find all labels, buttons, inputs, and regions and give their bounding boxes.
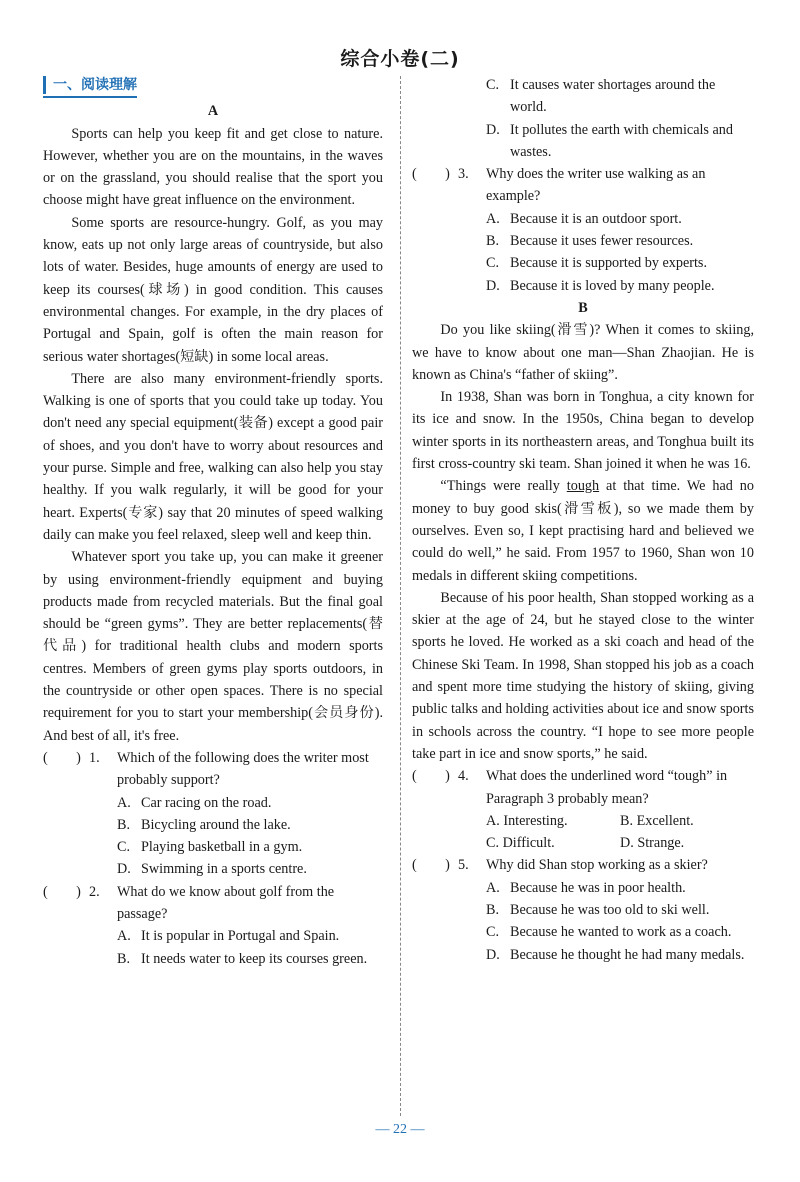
- option-d: [43, 858, 383, 880]
- option-b: [412, 230, 754, 252]
- options-row-ab: [412, 810, 754, 832]
- option-letter: C.: [486, 77, 500, 93]
- paragraph-text: “Things were really: [440, 478, 567, 495]
- answer-blank[interactable]: ( ): [43, 749, 81, 766]
- options-row-cd: [412, 832, 754, 854]
- option-text: Excellent.: [636, 812, 694, 829]
- option-b: [43, 814, 383, 836]
- option-letter: B.: [117, 816, 131, 833]
- option-letter: C.: [117, 839, 131, 856]
- question-5: [412, 854, 754, 876]
- option-text: Interesting.: [503, 812, 568, 829]
- option-c: [43, 836, 383, 858]
- option-a: [412, 208, 754, 230]
- question-stem: What do we know about golf from the passage?: [117, 883, 335, 922]
- question-number: 3.: [458, 166, 469, 183]
- option-text: It needs water to keep its courses green.: [141, 950, 368, 967]
- option-letter: A.: [117, 794, 131, 811]
- option-text: Strange.: [637, 835, 685, 852]
- answer-blank[interactable]: ( ): [43, 883, 81, 900]
- left-column: [43, 74, 383, 970]
- option-text: Because it is an outdoor sport.: [510, 210, 682, 227]
- option-letter: A.: [486, 812, 500, 829]
- option-d: [412, 119, 754, 164]
- question-4: [412, 765, 754, 810]
- option-b: [620, 810, 754, 832]
- option-c: [412, 252, 754, 274]
- question-stem: What does the underlined word “tough” in Paragraph 3 probably mean?: [486, 768, 728, 807]
- page-number: — 22 —: [375, 1122, 425, 1137]
- option-text: It is popular in Portugal and Spain.: [141, 928, 340, 945]
- option-letter: C.: [486, 255, 500, 272]
- question-number: 2.: [89, 883, 100, 900]
- option-c: [412, 74, 754, 119]
- section-heading: 一、阅读理解: [43, 74, 137, 98]
- option-letter: D.: [486, 121, 500, 138]
- option-c: [412, 921, 754, 943]
- option-letter: A.: [486, 879, 500, 896]
- option-letter: D.: [620, 835, 634, 852]
- option-text: Because he thought he had many medals.: [510, 946, 745, 963]
- passage-a-paragraph-1: Sports can help you keep fit and get close to nature. However, whether you are on the mountains, in the waves or on the grassland, you should realise that the sport you choose might have great influence on the environment.: [43, 125, 383, 209]
- option-d: [620, 832, 754, 854]
- option-letter: B.: [486, 901, 500, 918]
- option-letter: D.: [486, 277, 500, 294]
- right-column: [412, 74, 754, 966]
- option-text: It causes water shortages around the world.: [510, 77, 716, 116]
- option-text: It pollutes the earth with chemicals and wastes.: [510, 121, 733, 160]
- passage-b-paragraph-4: Because of his poor health, Shan stopped working as a skier at the age of 24, but he stayed close to the winter sports he loved. He worked as a ski coach and head of the Chinese Ski Team. In 1998, Shan stopped his job as a coach and spent more time studying the history of skiing, giving public talks and holding activities about ice and snow sports in schools across the country. “I hope to see more people take part in ice and snow sports,” he said.: [412, 589, 754, 762]
- passage-b-paragraph-1: Do you like skiing(滑雪)? When it comes to skiing, we have to know about one man—Shan Zhaojian. He is known as China's “father of skiing”.: [412, 322, 754, 383]
- option-b: [412, 899, 754, 921]
- option-text: Because he was too old to ski well.: [510, 901, 710, 918]
- question-stem: Why does the writer use walking as an example?: [486, 166, 706, 205]
- option-text: Because he wanted to work as a coach.: [510, 924, 732, 941]
- passage-a-paragraph-2: Some sports are resource-hungry. Golf, as you may know, eats up not only large areas of countryside, but also lots of water. Besides, huge amounts of energy are used to keep its courses(球场) in good condition. This causes environmental changes. For example, in the dry places of Portugal and Spain, golf is often the main reason for serious water shortages(短缺) in some local areas.: [43, 214, 383, 365]
- passage-a-label: A: [207, 103, 219, 120]
- question-2: [43, 881, 383, 926]
- option-text: Bicycling around the lake.: [141, 816, 291, 833]
- option-letter: B.: [620, 812, 634, 829]
- answer-blank[interactable]: ( ): [412, 768, 450, 785]
- question-number: 4.: [458, 768, 469, 785]
- answer-blank[interactable]: ( ): [412, 166, 450, 183]
- option-text: Difficult.: [502, 835, 555, 852]
- option-text: Because he was in poor health.: [510, 879, 686, 896]
- column-divider: [400, 76, 401, 1116]
- question-number: 5.: [458, 857, 469, 874]
- option-letter: A.: [117, 928, 131, 945]
- page-title: 综合小卷(二): [340, 48, 460, 70]
- passage-b-paragraph-2: In 1938, Shan was born in Tonghua, a city known for its ice and snow. In the 1950s, China began to develop winter sports in its northeastern areas, and Tonghua built its first cross-country ski team. Shan joined it when he was 16.: [412, 389, 754, 473]
- option-text: Swimming in a sports centre.: [141, 861, 307, 878]
- option-a: [43, 792, 383, 814]
- option-text: Because it is supported by experts.: [510, 255, 708, 272]
- option-letter: C.: [486, 924, 500, 941]
- passage-a-paragraph-4: Whatever sport you take up, you can make it greener by using environment-friendly equipment and buying products made from recycled materials. But the final goal should be “green gyms”. They are better replacements(替代品) for traditional health clubs and modern sports centres. Members of green gyms play sports outdoors, in the countryside or other open spaces. There is no special requirement for you to start your membership(会员身份). And best of all, it's free.: [43, 549, 383, 744]
- answer-blank[interactable]: ( ): [412, 857, 450, 874]
- option-a: [486, 810, 620, 832]
- option-a: [43, 925, 383, 947]
- passage-b-paragraph-3: [412, 475, 754, 586]
- option-d: [412, 275, 754, 297]
- option-letter: C.: [486, 835, 500, 852]
- option-text: Car racing on the road.: [141, 794, 272, 811]
- question-3: [412, 163, 754, 208]
- option-c: [486, 832, 620, 854]
- passage-a-paragraph-3: There are also many environment-friendly sports. Walking is one of sports that you could take up today. You don't need any special equipment(装备) except a good pair of shoes, and you don't have to worry about resources and your purse. Simple and free, walking can also help you stay healthy. If you walk regularly, it will be good for your heart. Experts(专家) say that 20 minutes of speed walking daily can make you feel relaxed, sleep well and keep thin.: [43, 370, 383, 543]
- passage-b-label: B: [578, 299, 588, 316]
- option-text: Playing basketball in a gym.: [141, 839, 303, 856]
- option-letter: B.: [486, 233, 500, 250]
- option-letter: D.: [117, 861, 131, 878]
- question-stem: Why did Shan stop working as a skier?: [486, 857, 708, 874]
- option-letter: D.: [486, 946, 500, 963]
- option-text: Because it is loved by many people.: [510, 277, 715, 294]
- question-number: 1.: [89, 749, 100, 766]
- option-d: [412, 944, 754, 966]
- question-stem: Which of the following does the writer most probably support?: [117, 749, 369, 789]
- option-a: [412, 877, 754, 899]
- underlined-word: tough: [566, 478, 600, 495]
- option-letter: A.: [486, 210, 500, 227]
- option-b: [43, 948, 383, 970]
- option-text: Because it uses fewer resources.: [510, 233, 694, 250]
- paragraph-text: at that time. We had no money to buy good skis(滑雪板), so we made them by ourselves. Even so, I kept practising hard and believed we could do well,” he said. From 1957 to 1960, Shan won 10 medals in different skiing competitions.: [412, 478, 754, 584]
- option-letter: B.: [117, 950, 131, 967]
- question-1: [43, 747, 383, 792]
